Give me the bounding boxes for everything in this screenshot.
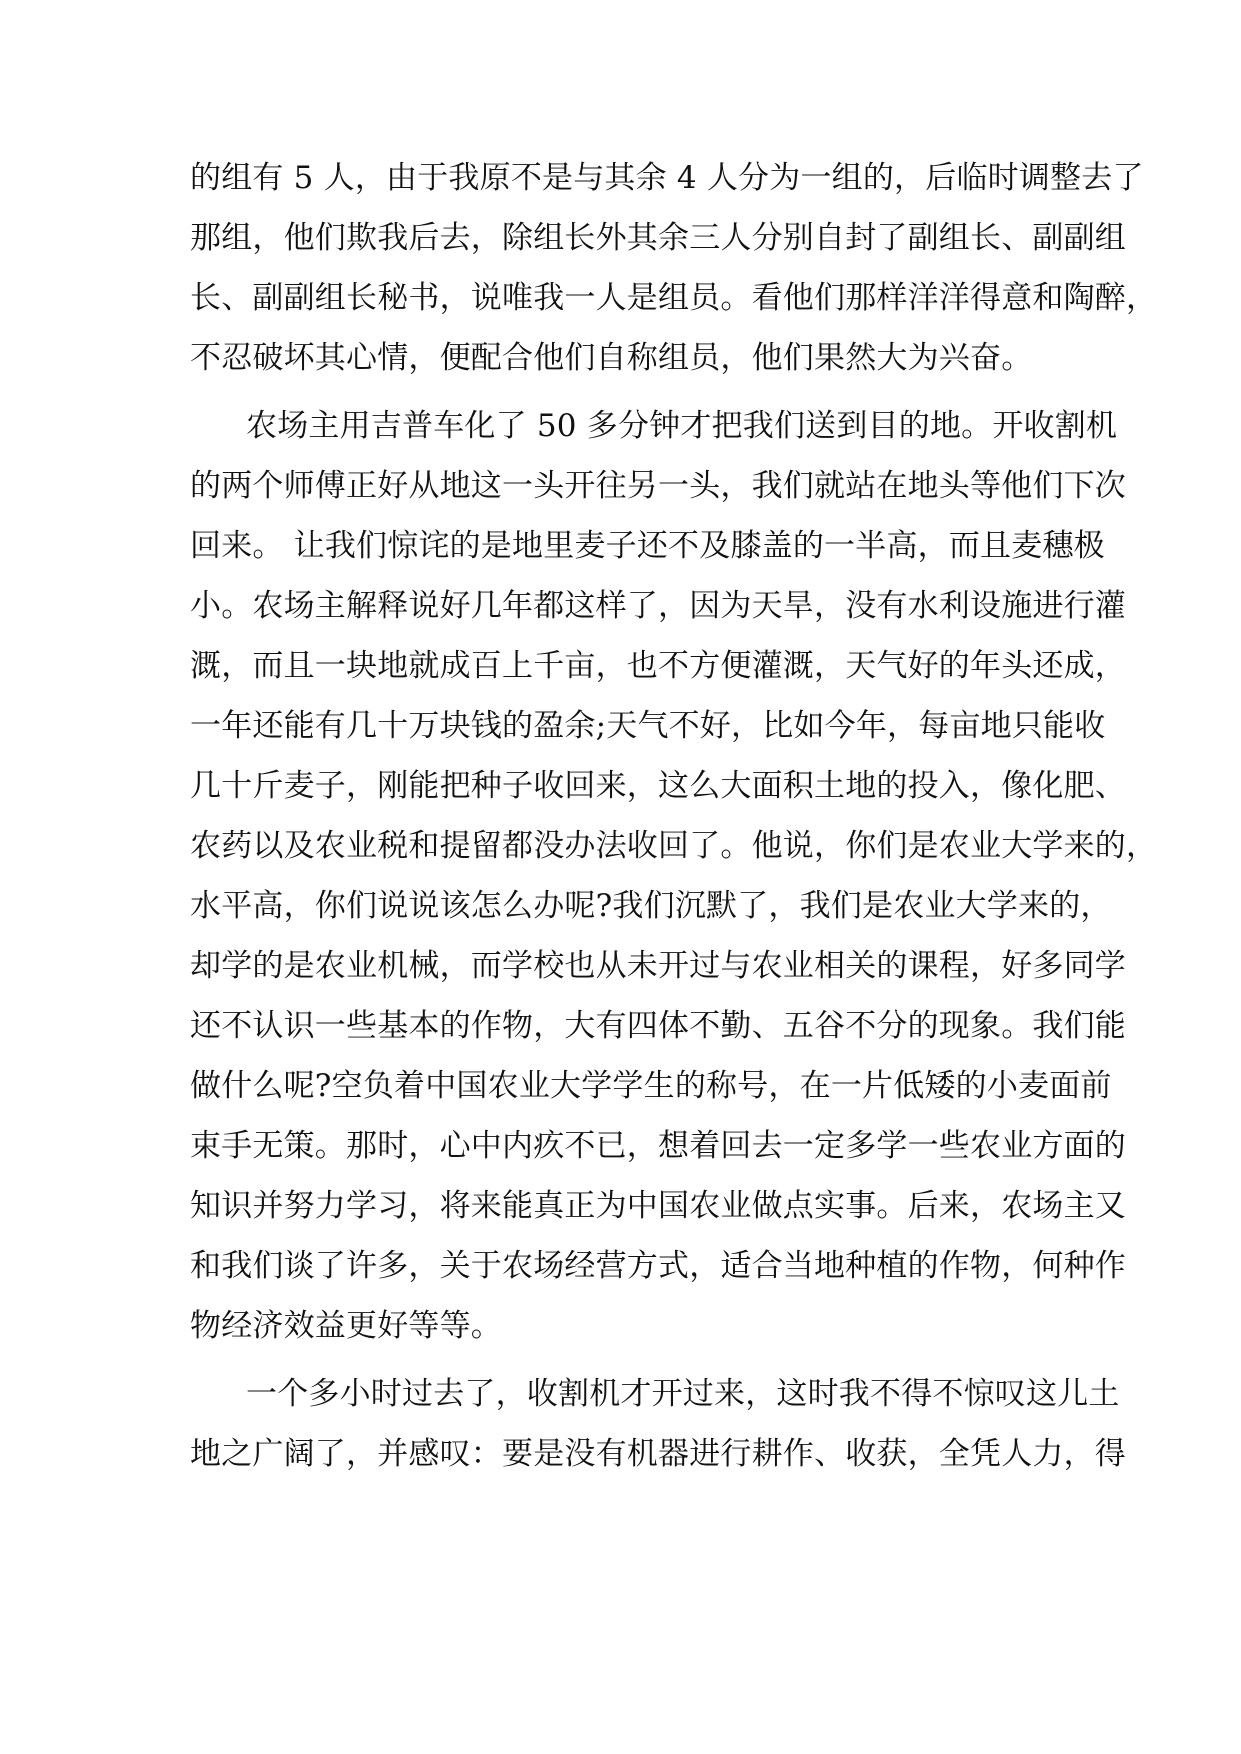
- text-line-16: 做什么呢?空负着中国农业大学学生的称号，在一片低矮的小麦面前: [190, 1068, 1112, 1104]
- text-line-1: 的组有 5 人，由于我原不是与其余 4 人分为一组的，后临时调整去了: [190, 160, 1144, 196]
- text-line-7: 回来。 让我们惊诧的是地里麦子还不及膝盖的一半高，而且麦穗极: [190, 528, 1105, 564]
- text-line-8: 小。农场主解释说好几年都这样了，因为天旱，没有水利设施进行灌: [190, 588, 1126, 624]
- text-line-18: 知识并努力学习，将来能真正为中国农业做点实事。后来，农场主又: [190, 1188, 1126, 1224]
- text-line-6: 的两个师傅正好从地这一头开往另一头，我们就站在地头等他们下次: [190, 468, 1126, 504]
- text-line-20: 物经济效益更好等等。: [190, 1308, 502, 1344]
- text-line-21: 一个多小时过去了，收割机才开过来，这时我不得不惊叹这儿土: [246, 1376, 1120, 1412]
- text-line-19: 和我们谈了许多，关于农场经营方式，适合当地种植的作物，何种作: [190, 1248, 1126, 1284]
- text-line-9: 溉，而且一块地就成百上千亩，也不方便灌溉，天气好的年头还成，: [190, 648, 1126, 684]
- text-line-13: 水平高，你们说说该怎么办呢?我们沉默了，我们是农业大学来的，: [190, 888, 1112, 924]
- text-line-2: 那组，他们欺我后去，除组长外其余三人分别自封了副组长、副副组: [190, 220, 1126, 256]
- text-line-4: 不忍破坏其心情，便配合他们自称组员，他们果然大为兴奋。: [190, 340, 1033, 376]
- text-line-15: 还不认识一些基本的作物，大有四体不勤、五谷不分的现象。我们能: [190, 1008, 1126, 1044]
- text-line-17: 束手无策。那时，心中内疚不已，想着回去一定多学一些农业方面的: [190, 1128, 1126, 1164]
- text-line-5: 农场主用吉普车化了 50 多分钟才把我们送到目的地。开收割机: [246, 408, 1118, 444]
- text-line-10: 一年还能有几十万块钱的盈余;天气不好，比如今年，每亩地只能收: [190, 708, 1106, 744]
- text-line-14: 却学的是农业机械，而学校也从未开过与农业相关的课程，好多同学: [190, 948, 1126, 984]
- text-line-22: 地之广阔了，并感叹：要是没有机器进行耕作、收获，全凭人力，得: [190, 1436, 1126, 1472]
- text-line-11: 几十斤麦子，刚能把种子收回来，这么大面积土地的投入，像化肥、: [190, 768, 1126, 804]
- text-line-12: 农药以及农业税和提留都没办法收回了。他说，你们是农业大学来的，: [190, 828, 1158, 864]
- text-line-3: 长、副副组长秘书，说唯我一人是组员。看他们那样洋洋得意和陶醉，: [190, 280, 1158, 316]
